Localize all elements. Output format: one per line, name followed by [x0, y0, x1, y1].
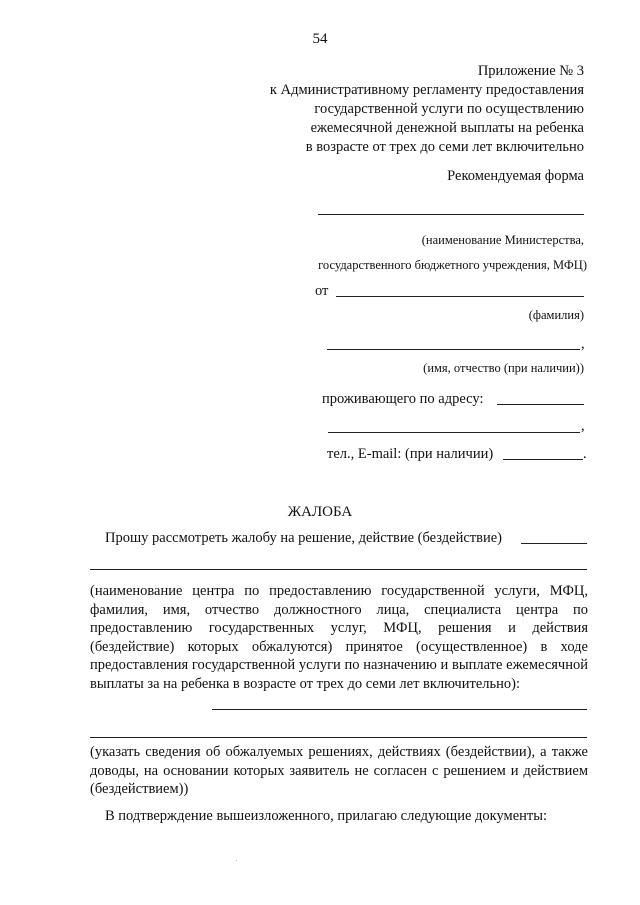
address-comma: ,: [581, 418, 585, 434]
complaint-request: Прошу рассмотреть жалобу на решение, действие (бездействие): [105, 530, 502, 546]
decision-field-2[interactable]: [90, 569, 587, 570]
phone-period: .: [583, 446, 587, 462]
organization-caption-1: (наименование Министерства,: [421, 233, 584, 247]
phone-label: тел., E-mail: (при наличии): [327, 446, 494, 462]
organization-caption-2: государственного бюджетного учреждения, МФЦ): [318, 258, 587, 272]
address-field-2[interactable]: [328, 432, 580, 433]
surname-caption: (фамилия): [528, 308, 584, 322]
appendix-line-4: в возрасте от трех до семи лет включительно: [305, 139, 584, 155]
page-number: 54: [312, 31, 328, 47]
form-label: Рекомендуемая форма: [447, 168, 584, 184]
complaint-title: ЖАЛОБА: [287, 504, 353, 520]
decision-details-field-1[interactable]: [212, 709, 587, 710]
appendix-title: Приложение № 3: [477, 63, 584, 79]
appendix-line-3: ежемесячной денежной выплаты на ребенка: [310, 120, 584, 136]
address-label: проживающего по адресу:: [322, 391, 484, 407]
complaint-explanation-1: (наименование центра по предоставлению государственной услуги, МФЦ, фамилия, имя, отчество должностного лица, специалиста центра по предоставлению государственных услуг, МФЦ, решения и действия (бездействие) которых обжалуются) принятое (осуществленное) в ходе предоставления государственной услуги по назначению и выплате ежемесячной выплаты за на ребенка в возрасте от трех до семи лет включительно):: [90, 583, 588, 692]
decision-field-1[interactable]: [521, 543, 587, 544]
appendix-line-2: государственной услуги по осуществлению: [314, 101, 584, 117]
name-comma: ,: [581, 336, 585, 352]
appendix-line-1: к Административному регламенту предоставления: [269, 82, 584, 98]
name-caption: (имя, отчество (при наличии)): [423, 361, 584, 375]
decision-details-field-2[interactable]: [90, 737, 587, 738]
surname-field[interactable]: [336, 296, 584, 297]
complaint-explanation-2: (указать сведения об обжалуемых решениях, действиях (бездействии), а также доводы, на основании которых заявитель не согласен с решением и действием (бездействием)): [90, 744, 588, 798]
phone-field[interactable]: [503, 459, 583, 460]
name-field[interactable]: [327, 349, 580, 350]
scan-speck: [236, 860, 237, 861]
organization-field[interactable]: [318, 214, 584, 215]
address-field-1[interactable]: [497, 404, 584, 405]
attachments-text: В подтверждение вышеизложенного, прилагаю следующие документы:: [105, 808, 548, 824]
from-label: от: [315, 283, 329, 299]
